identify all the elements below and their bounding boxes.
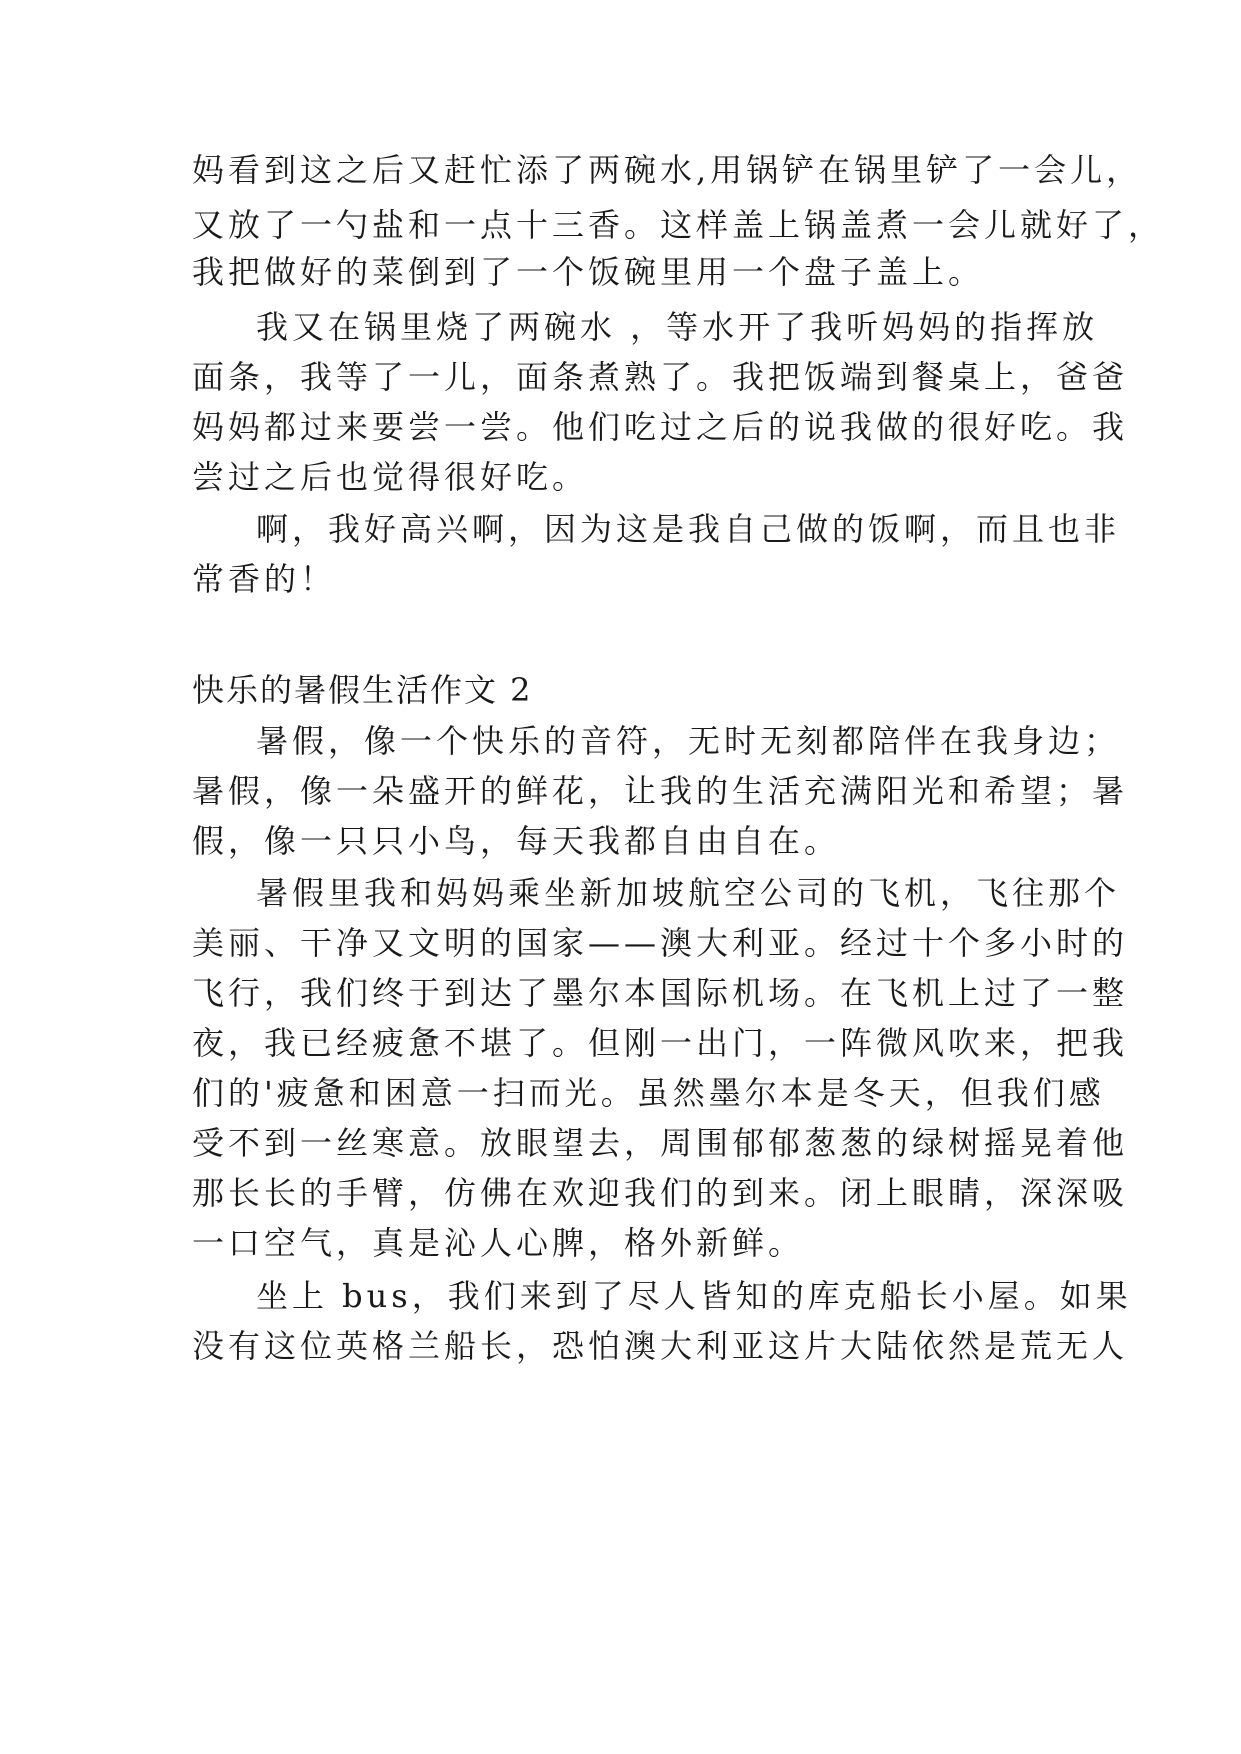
text-line: 暑假，像一朵盛开的鲜花，让我的生活充满阳光和希望；暑 xyxy=(192,772,1129,810)
text-line: 暑假里我和妈妈乘坐新加坡航空公司的飞机，飞往那个 xyxy=(256,874,1121,912)
text-line: 夜，我已经疲惫不堪了。但刚一出门，一阵微风吹来，把我 xyxy=(192,1024,1129,1062)
text-line: 我把做好的菜倒到了一个饭碗里用一个盘子盖上。 xyxy=(192,253,985,291)
text-line: 那长长的手臂，仿佛在欢迎我们的到来。闭上眼睛，深深吸 xyxy=(192,1174,1129,1212)
section-heading: 快乐的暑假生活作文 2 xyxy=(192,671,533,709)
text-line: 飞行，我们终于到达了墨尔本国际机场。在飞机上过了一整 xyxy=(192,974,1129,1012)
text-line: 坐上 bus，我们来到了尽人皆知的库克船长小屋。如果 xyxy=(256,1277,1132,1315)
text-line: 一口空气，真是沁人心脾，格外新鲜。 xyxy=(192,1224,805,1262)
text-line: 又放了一勺盐和一点十三香。这样盖上锅盖煮一会儿就好了， xyxy=(192,206,1165,244)
text-line: 假，像一只只小鸟，每天我都自由自在。 xyxy=(192,822,841,860)
text-line: 面条，我等了一儿，面条煮熟了。我把饭端到餐桌上，爸爸 xyxy=(192,358,1129,396)
text-line: 妈妈都过来要尝一尝。他们吃过之后的说我做的很好吃。我 xyxy=(192,408,1129,446)
text-line: 受不到一丝寒意。放眼望去，周围郁郁葱葱的绿树摇晃着他 xyxy=(192,1124,1129,1162)
text-line: 美丽、干净又文明的国家——澳大利亚。经过十个多小时的 xyxy=(192,924,1129,962)
text-line: 啊，我好高兴啊，因为这是我自己做的饭啊，而且也非 xyxy=(256,510,1121,548)
text-line: 我又在锅里烧了两碗水 ，等水开了我听妈妈的指挥放 xyxy=(256,308,1099,346)
text-line: 妈看到这之后又赶忙添了两碗水,用锅铲在锅里铲了一会儿， xyxy=(192,151,1143,189)
text-line: 们的'疲惫和困意一扫而光。虽然墨尔本是冬天，但我们感 xyxy=(192,1074,1105,1112)
text-line: 没有这位英格兰船长，恐怕澳大利亚这片大陆依然是荒无人 xyxy=(192,1327,1129,1365)
text-line: 尝过之后也觉得很好吃。 xyxy=(192,458,589,496)
text-line: 暑假，像一个快乐的音符，无时无刻都陪伴在我身边； xyxy=(256,722,1121,760)
text-line: 常香的！ xyxy=(192,560,337,598)
